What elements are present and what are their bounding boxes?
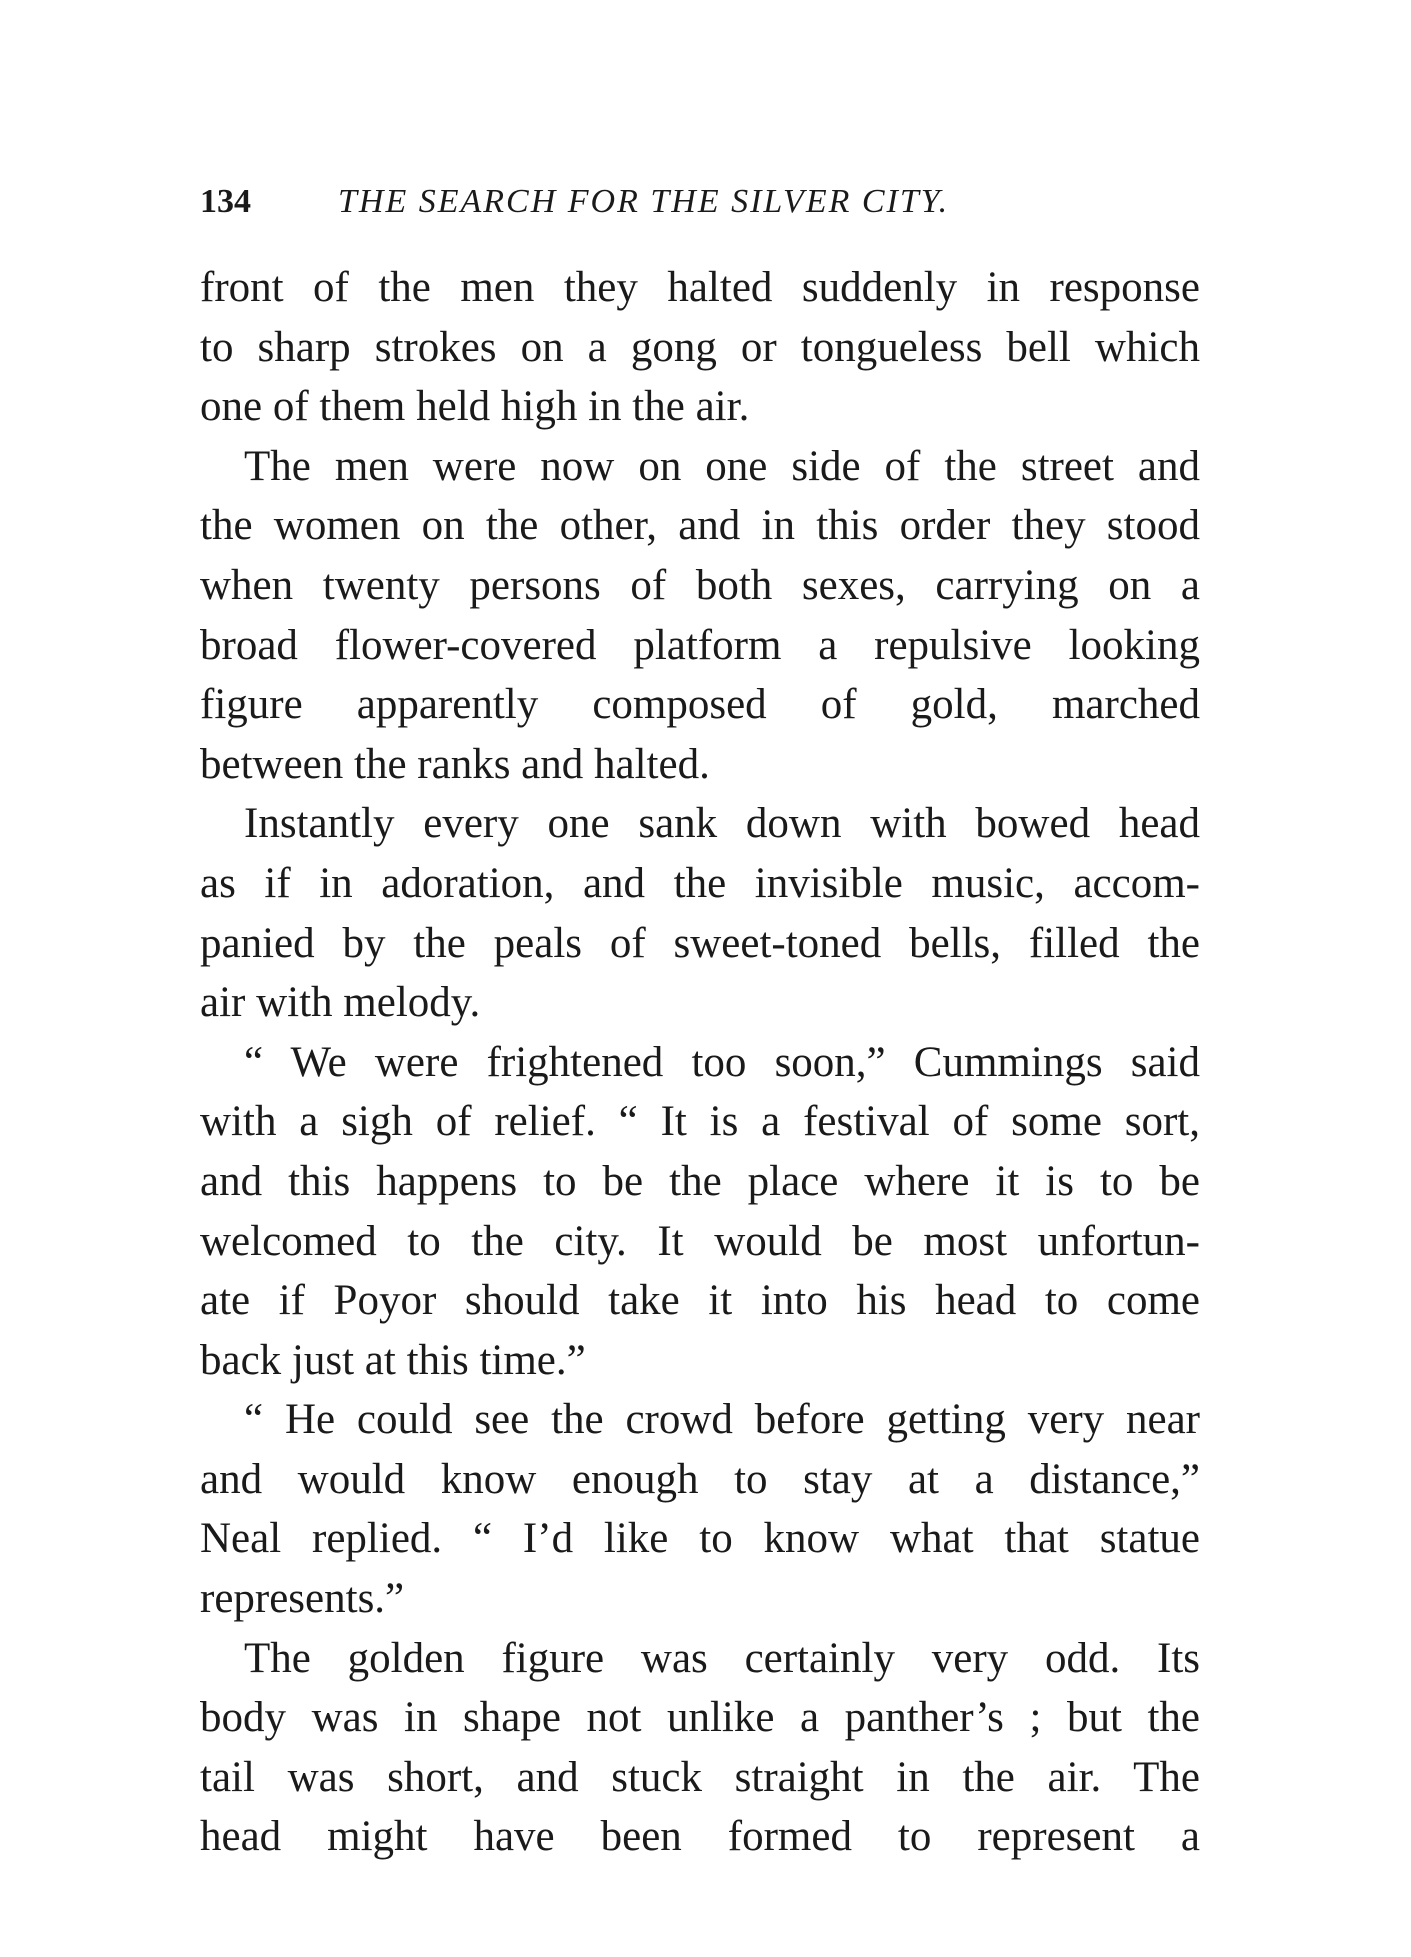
text-line: tail was short, and stuck straight in the air. The (200, 1753, 1200, 1801)
page-number: 134 (200, 183, 251, 220)
text-line: as if in adoration, and the invisible music, accom- (200, 859, 1200, 907)
paragraph-2 (200, 437, 1200, 795)
text-line: The men were now on one side of the street and (244, 442, 1200, 490)
text-line: “ We were frightened too soon,” Cummings said (244, 1038, 1200, 1086)
text-line: when twenty persons of both sexes, carrying on a (200, 561, 1200, 609)
body-text (200, 258, 1200, 1867)
page-header (200, 172, 1210, 232)
text-line: welcomed to the city. It would be most unfortun- (200, 1217, 1200, 1265)
paragraph-1 (200, 258, 1200, 437)
text-line: Neal replied. “ I’d like to know what that statue (200, 1515, 1200, 1563)
text-line: and this happens to be the place where it is to be (200, 1157, 1200, 1205)
text-line: between the ranks and halted. (200, 740, 710, 788)
text-line: back just at this time.” (200, 1336, 586, 1384)
text-line: one of them held high in the air. (200, 383, 750, 431)
paragraph-5 (200, 1390, 1200, 1628)
text-line: broad flower-covered platform a repulsive looking (200, 621, 1200, 669)
paragraph-4 (200, 1033, 1200, 1391)
text-line: represents.” (200, 1575, 405, 1623)
text-line: The golden figure was certainly very odd. Its (244, 1634, 1200, 1682)
text-line: head might have been formed to represent a (200, 1813, 1200, 1861)
text-line: air with melody. (200, 979, 481, 1027)
text-line: body was in shape not unlike a panther’s ; but the (200, 1694, 1200, 1742)
text-line: Instantly every one sank down with bowed head (244, 800, 1200, 848)
text-line: the women on the other, and in this order they stood (200, 502, 1200, 550)
text-line: ate if Poyor should take it into his head to come (200, 1277, 1200, 1325)
text-line: figure apparently composed of gold, marched (200, 681, 1200, 729)
text-line: panied by the peals of sweet-toned bells, filled the (200, 919, 1200, 967)
running-title: THE SEARCH FOR THE SILVER CITY. (338, 183, 950, 220)
text-line: front of the men they halted suddenly in response (200, 264, 1200, 311)
text-line: and would know enough to stay at a distance,” (200, 1455, 1200, 1503)
paragraph-3 (200, 794, 1200, 1032)
text-line: “ He could see the crowd before getting very near (244, 1396, 1200, 1444)
text-line: with a sigh of relief. “ It is a festival of some sort, (200, 1098, 1200, 1146)
text-line: to sharp strokes on a gong or tongueless bell which (200, 323, 1200, 371)
paragraph-6 (200, 1629, 1200, 1867)
